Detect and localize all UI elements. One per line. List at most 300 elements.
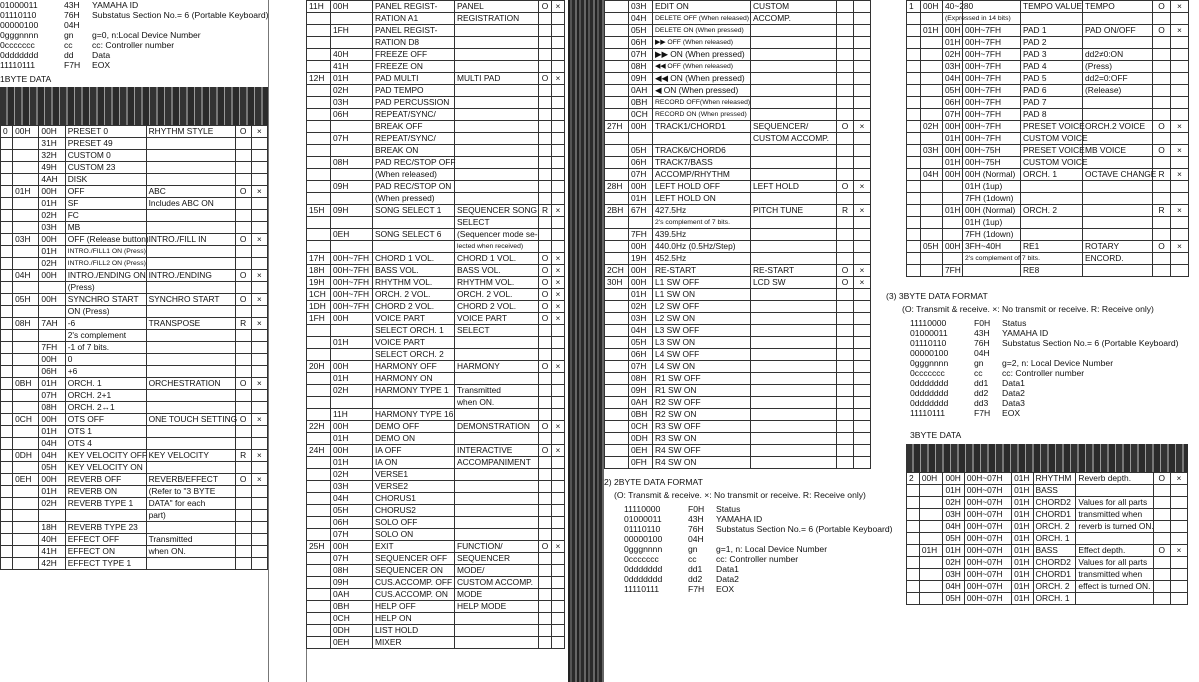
table-row [1,150,268,162]
table-cell: 00H~7FH [331,277,373,289]
table-cell: FREEZE ON [373,61,455,73]
table-cell [455,181,539,193]
table-cell [907,217,921,229]
table-cell [605,349,629,361]
table-cell [837,361,854,373]
table-cell: DEMO OFF [373,421,455,433]
table-row [307,265,565,277]
table-cell: 04H [921,169,943,181]
table-cell [907,593,920,605]
table-cell [39,306,65,318]
format-field: 43H [688,514,704,524]
table-cell [751,25,837,37]
table-cell: 01H [943,545,964,557]
table-row [1,414,268,426]
table-cell [1153,61,1171,73]
table-cell [13,210,39,222]
table-row [907,581,1188,593]
table-cell [552,325,565,337]
table-cell [455,481,539,493]
table-cell [552,553,565,565]
table-cell: 08H [331,157,373,169]
format-field: 11110111 [910,408,946,418]
table-cell [751,337,837,349]
format-field: 76H [974,338,990,348]
table-cell [751,241,837,253]
table-cell [921,73,943,85]
table-row [1,330,268,342]
table-row [1,522,268,534]
table-row [605,289,871,301]
table-cell: MB [65,222,146,234]
table-cell: 0BH [629,409,653,421]
table-row [1,558,268,570]
table-row [1,186,268,198]
table-cell: effect is turned ON. [1076,581,1153,593]
table-cell [943,253,963,265]
table-row [307,97,565,109]
table-cell: × [1170,473,1187,485]
table-cell: 07H [39,390,65,402]
table-cell [539,157,552,169]
table-cell [331,217,373,229]
format-field: 11110111 [624,584,660,594]
table-cell [919,485,943,497]
table-cell [1,210,13,222]
table-cell [552,61,565,73]
table-row [307,25,565,37]
table-cell: × [552,277,565,289]
table-cell: ABC [146,186,235,198]
table-row [1,162,268,174]
table-cell: ORCH. 2+1 [65,390,146,402]
table-cell: 05H [331,505,373,517]
table-cell [552,217,565,229]
table-cell: 18H [307,265,331,277]
table-cell [605,385,629,397]
table-cell [455,109,539,121]
table-cell: PAD REC/STOP OFF [373,157,455,169]
table-cell [943,181,963,193]
table-cell: 03H [331,481,373,493]
table-cell: BREAK ON [373,145,455,157]
table-row [307,481,565,493]
table-cell [1076,593,1153,605]
table-cell: OCTAVE CHANGE [1083,169,1153,181]
table-cell: × [251,474,267,486]
table-cell [13,174,39,186]
table-row [1,222,268,234]
table-cell: O [1153,121,1171,133]
table-cell [455,517,539,529]
format-line [0,60,268,70]
table-cell [1153,485,1170,497]
table-cell [539,25,552,37]
table-cell [1153,533,1170,545]
table-cell [552,97,565,109]
table-cell: L3 SW OFF [653,325,751,337]
table-cell [907,581,920,593]
table-cell: CHORD2 [1033,557,1076,569]
table-cell [307,553,331,565]
table-cell: 00H [629,277,653,289]
table-cell: O [235,378,251,390]
table-cell [854,13,871,25]
table-cell: IA OFF [373,445,455,457]
table-cell: 32H [39,150,65,162]
table-cell [251,198,267,210]
table-cell [455,49,539,61]
table-cell [251,258,267,270]
table-cell: PAD 6 [1021,85,1083,97]
table-cell [331,349,373,361]
table-cell [1153,37,1171,49]
table-cell [907,49,921,61]
table-row [307,37,565,49]
table-cell [907,157,921,169]
table-cell [837,1,854,13]
format-line [910,328,1199,338]
table-cell [251,438,267,450]
table-cell: × [1170,545,1187,557]
table-cell: LEFT HOLD ON [653,193,751,205]
table-cell: 06H [629,37,653,49]
table-cell: (Sequencer mode se- [455,229,539,241]
format-field: 00000100 [0,20,39,30]
table-row [605,265,871,277]
table-cell: × [251,414,267,426]
table-cell [605,73,629,85]
table-cell [921,109,943,121]
table-cell: ON (Press) [65,306,146,318]
table-cell [907,229,921,241]
table-row [307,613,565,625]
format-field: dd2 [974,388,989,398]
table-cell [539,109,552,121]
table-cell: REVERB/EFFECT [146,474,235,486]
table-cell [552,49,565,61]
table-cell [552,229,565,241]
table-cell: 03H [629,1,653,13]
table-row [307,421,565,433]
table-cell: INTRO./FILL1 ON (Press) [65,246,146,258]
table-cell: 2's complement of 7 bits. [653,217,751,229]
table-cell [235,510,251,522]
format-line [0,30,268,40]
table-cell [539,481,552,493]
table-cell: O [235,234,251,246]
table-cell [251,222,267,234]
table-cell: 00H [39,270,65,282]
table-cell [854,313,871,325]
table-cell: O [539,73,552,85]
table-cell: ACCOMPANIMENT [455,457,539,469]
table-cell: × [854,121,871,133]
format-field: 0ddddddd [0,50,39,60]
format-field: 11110111 [0,60,36,70]
format-lines [886,318,1199,418]
format-line [0,20,268,30]
table-row [307,61,565,73]
table-cell: × [552,1,565,13]
format-field: 76H [688,524,704,534]
table-cell: EFFECT ON [65,546,146,558]
table-cell: × [1171,1,1189,13]
table-cell: EFFECT OFF [65,534,146,546]
format-field: dd3 [974,398,989,408]
table-cell [1170,569,1187,581]
table-row [307,517,565,529]
table-cell: 7FH [39,342,65,354]
table-cell: 1FH [307,313,331,325]
table-cell [1,354,13,366]
table-row [1,138,268,150]
table-cell [235,246,251,258]
table-cell: 00H~7FH [963,25,1021,37]
table-cell [1171,193,1189,205]
table-cell: 02H [331,385,373,397]
table-cell [235,486,251,498]
table-cell [921,253,943,265]
table-cell [13,354,39,366]
format-title: (3) 3BYTE DATA FORMAT [886,291,988,301]
table-cell: 05H [629,25,653,37]
table-cell [307,409,331,421]
table-cell: O [539,289,552,301]
table-cell: 1 [907,1,921,13]
table-cell: 03H [921,145,943,157]
table-cell [751,397,837,409]
table-cell: TEMPO VALUE [1021,1,1083,13]
table-cell: RE-START [653,265,751,277]
table-cell [837,169,854,181]
table-cell: × [1171,25,1189,37]
format-field: 01000011 [0,0,38,10]
table-cell [837,433,854,445]
table-cell [1,438,13,450]
table-cell: × [1171,169,1189,181]
table-cell [907,193,921,205]
table-cell: lected when received) [455,241,539,253]
table-cell [1,450,13,462]
table-cell [307,193,331,205]
table-cell: CUSTOM 23 [65,162,146,174]
table-cell [751,289,837,301]
table-cell [307,217,331,229]
table-cell: 22H [307,421,331,433]
table-cell [307,97,331,109]
table-cell: SOLO OFF [373,517,455,529]
table-cell: TRACK7/BASS [653,157,751,169]
table-cell [1171,109,1189,121]
table-cell: 00H~07H [964,521,1011,533]
table-cell [539,589,552,601]
table-cell: × [552,541,565,553]
table-cell [235,366,251,378]
table-cell [552,433,565,445]
table-header [906,444,1188,472]
table-cell: ORCHESTRATION [146,378,235,390]
table-cell [1153,133,1171,145]
table-cell [921,85,943,97]
table-cell: 01H [1012,569,1033,581]
table-cell: OFF [65,186,146,198]
table-cell [751,361,837,373]
table-cell [307,13,331,25]
table-row [307,13,565,25]
table-cell: 18H [39,522,65,534]
table-cell: 3FH~40H [963,241,1021,253]
format-field: g=0, n:Local Device Number [92,30,201,40]
table-row [605,277,871,289]
table-cell: SF [65,198,146,210]
table-cell [235,498,251,510]
table-row [605,229,871,241]
table-cell: 41H [331,61,373,73]
table-cell [307,433,331,445]
table-row [907,241,1189,253]
format-line [624,564,870,574]
table-cell [235,306,251,318]
table-row [307,541,565,553]
table-cell [539,397,552,409]
table-cell: MIXER [373,637,455,649]
table-cell [605,409,629,421]
format-field: dd1 [688,564,703,574]
table-cell [1171,61,1189,73]
table-cell: 0BH [629,97,653,109]
table-cell [539,601,552,613]
table-cell [837,253,854,265]
table-cell: 67H [629,205,653,217]
table-cell: TEMPO [1083,1,1153,13]
table-cell [1170,533,1187,545]
table-cell [455,121,539,133]
table-cell: 01H [331,457,373,469]
table-cell [605,289,629,301]
table-cell [921,265,943,277]
table-cell [146,258,235,270]
table-cell: O [837,121,854,133]
table-row [907,569,1188,581]
table-cell [539,625,552,637]
table-cell: O [1153,545,1170,557]
table-cell [751,373,837,385]
table-cell: MULTI PAD [455,73,539,85]
table-cell: R1 SW OFF [653,373,751,385]
table-cell: 04H [331,493,373,505]
column-1 [0,0,268,682]
table-cell [539,349,552,361]
table-cell: CHORUS2 [373,505,455,517]
table-cell: OTS OFF [65,414,146,426]
table-cell: SONG SELECT 6 [373,229,455,241]
table-cell [1076,485,1153,497]
format-field: cc: Controller number [92,40,175,50]
table-cell [13,390,39,402]
table-cell: REPEAT/SYNC/ [373,133,455,145]
table-row [307,457,565,469]
table-cell: R [235,318,251,330]
table-cell: 04H [39,438,65,450]
table-cell [539,97,552,109]
table-cell [552,529,565,541]
table-cell: dd2=0:OFF [1083,73,1153,85]
table-row [1,258,268,270]
table-row [907,557,1188,569]
format-field: 43H [64,0,80,10]
table-cell: 11H [331,409,373,421]
table-row [307,181,565,193]
table-cell: 00H~7FH [963,97,1021,109]
table-cell: O [539,541,552,553]
table-cell [837,229,854,241]
table-cell: 00H [331,445,373,457]
table-cell: Values for all parts [1076,497,1153,509]
table-cell [455,625,539,637]
table-cell [455,433,539,445]
table-cell: 00H [39,186,65,198]
table-cell [539,85,552,97]
table-cell [907,497,920,509]
table-cell [455,193,539,205]
format-note: (O: Transmit & receive. ×: No transmit or receive. R: Receive only) [902,304,1154,314]
table-row [307,241,565,253]
table-cell: 00H [331,541,373,553]
column-4 [886,0,1199,682]
table-row [605,421,871,433]
table-row [907,509,1188,521]
table-cell: OTS 4 [65,438,146,450]
table-cell [605,229,629,241]
table-cell [943,217,963,229]
table-cell: × [1171,121,1189,133]
format-field: Substatus Section No.= 6 (Portable Keyboard) [1002,338,1179,348]
table-cell [331,325,373,337]
format-field: cc [64,40,73,50]
table-cell [1171,253,1189,265]
table-cell: 00H [13,126,39,138]
table-cell [1,366,13,378]
table-cell: R2 SW OFF [653,397,751,409]
table-cell [854,457,871,469]
table-cell [1171,85,1189,97]
table-cell [146,174,235,186]
table-cell [1153,593,1170,605]
table-cell: PAD 5 [1021,73,1083,85]
table-row [1,174,268,186]
table-cell: 01H [943,205,963,217]
format-line [624,524,893,534]
table-row [605,301,871,313]
table-cell [921,181,943,193]
table-row [907,49,1189,61]
table-cell: 30H [605,277,629,289]
table-cell: L2 SW OFF [653,301,751,313]
table-cell [552,397,565,409]
table-cell [837,325,854,337]
table-cell: RHYTHM VOL. [455,277,539,289]
table-cell: O [539,445,552,457]
table-cell [907,241,921,253]
table-row [605,193,871,205]
table-cell [251,330,267,342]
table-cell [1,174,13,186]
table-cell [552,589,565,601]
table-cell [605,445,629,457]
table-cell: SELECT [455,217,539,229]
table-cell: 0CH [629,421,653,433]
